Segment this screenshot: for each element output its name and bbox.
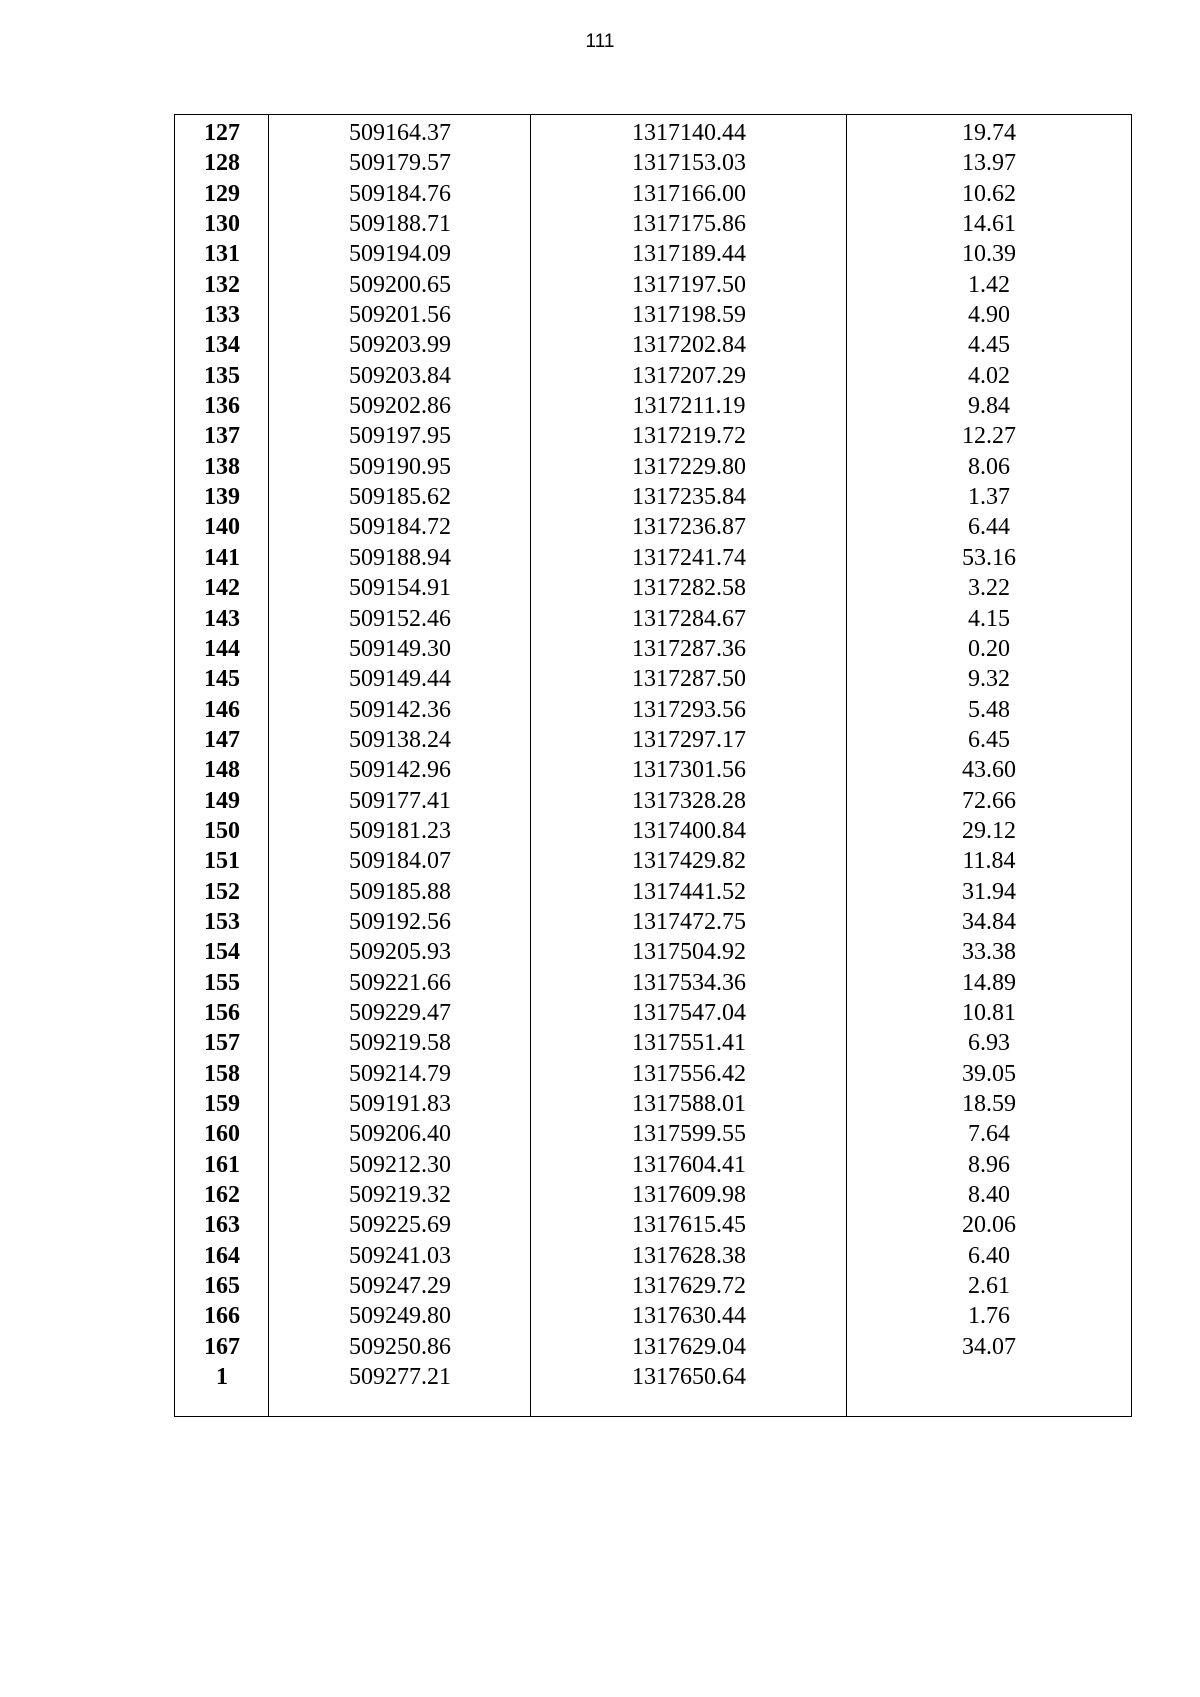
table-row [175,209,1131,239]
point-number-cell: 160 [204,1121,240,1148]
point-number-cell: 1 [216,1364,228,1391]
distance-cell: 2.61 [968,1273,1010,1300]
y-coordinate-cell: 1317400.84 [632,817,746,844]
table-row [175,1301,1131,1331]
x-coordinate-cell: 509188.94 [349,544,451,571]
table-row [175,1210,1131,1240]
y-coordinate-cell: 1317556.42 [632,1060,746,1087]
point-number-cell: 132 [204,271,240,298]
x-coordinate-cell: 509225.69 [349,1212,451,1239]
point-number-cell: 128 [204,150,240,177]
distance-cell: 13.97 [962,150,1016,177]
table-row [175,1362,1131,1392]
y-coordinate-cell: 1317198.59 [632,302,746,329]
y-coordinate-cell: 1317630.44 [632,1303,746,1330]
x-coordinate-cell: 509164.37 [349,120,451,146]
point-number-cell: 131 [204,241,240,268]
table-row [175,1119,1131,1149]
y-coordinate-cell: 1317472.75 [632,908,746,935]
y-coordinate-cell: 1317293.56 [632,696,746,723]
point-number-cell: 150 [204,817,240,844]
x-coordinate-cell: 509212.30 [349,1151,451,1178]
y-coordinate-cell: 1317628.38 [632,1242,746,1269]
x-coordinate-cell: 509250.86 [349,1333,451,1360]
distance-cell: 1.42 [968,271,1010,298]
distance-cell: 6.40 [968,1242,1010,1269]
x-coordinate-cell: 509184.76 [349,180,451,207]
distance-cell: 4.45 [968,332,1010,359]
y-coordinate-cell: 1317441.52 [632,878,746,905]
distance-cell: 14.61 [962,211,1016,238]
point-number-cell: 151 [204,848,240,875]
x-coordinate-cell: 509184.07 [349,848,451,875]
x-coordinate-cell: 509181.23 [349,817,451,844]
y-coordinate-cell: 1317551.41 [632,1030,746,1057]
x-coordinate-cell: 509203.99 [349,332,451,359]
table-row [175,148,1131,178]
x-coordinate-cell: 509202.86 [349,393,451,420]
distance-cell: 10.81 [962,999,1016,1026]
y-coordinate-cell: 1317211.19 [632,393,746,420]
distance-cell: 8.96 [968,1151,1010,1178]
y-coordinate-cell: 1317287.36 [632,635,746,662]
x-coordinate-cell: 509205.93 [349,939,451,966]
table-row [175,270,1131,300]
distance-cell: 14.89 [962,969,1016,996]
x-coordinate-cell: 509200.65 [349,271,451,298]
table-row [175,968,1131,998]
distance-cell: 43.60 [962,757,1016,784]
distance-cell: 18.59 [962,1091,1016,1117]
table-row [175,1241,1131,1271]
table-row [175,361,1131,391]
table-row [175,664,1131,694]
x-coordinate-cell: 509229.47 [349,999,451,1026]
y-coordinate-cell: 1317166.00 [632,180,746,207]
point-number-cell: 145 [204,666,240,693]
x-coordinate-cell: 509149.30 [349,635,451,662]
x-coordinate-cell: 509197.95 [349,423,451,450]
y-coordinate-cell: 1317241.74 [632,544,746,571]
distance-cell: 5.48 [968,696,1010,723]
x-coordinate-cell: 509185.88 [349,878,451,905]
y-coordinate-cell: 1317207.29 [632,362,746,389]
distance-cell: 3.22 [968,575,1010,602]
point-number-cell: 143 [204,605,240,632]
distance-cell: 1.76 [968,1303,1010,1330]
table-row [175,1059,1131,1089]
distance-cell: 9.84 [968,393,1010,420]
distance-cell: 20.06 [962,1212,1016,1239]
table-row [175,421,1131,451]
x-coordinate-cell: 509154.91 [349,575,451,602]
coordinates-table [174,114,1132,1417]
point-number-cell: 144 [204,635,240,662]
distance-cell: 8.40 [968,1182,1010,1209]
x-coordinate-cell: 509142.96 [349,757,451,784]
y-coordinate-cell: 1317197.50 [632,271,746,298]
table-row [175,998,1131,1028]
point-number-cell: 162 [204,1182,240,1209]
distance-cell: 31.94 [962,878,1016,905]
point-number-cell: 155 [204,969,240,996]
y-coordinate-cell: 1317153.03 [632,150,746,177]
point-number-cell: 133 [204,302,240,329]
y-coordinate-cell: 1317534.36 [632,969,746,996]
x-coordinate-cell: 509149.44 [349,666,451,693]
point-number-cell: 164 [204,1242,240,1269]
y-coordinate-cell: 1317588.01 [632,1091,746,1117]
y-coordinate-cell: 1317547.04 [632,999,746,1026]
point-number-cell: 140 [204,514,240,541]
x-coordinate-cell: 509219.32 [349,1182,451,1209]
table-row [175,573,1131,603]
x-coordinate-cell: 509191.83 [349,1091,451,1117]
table-row [175,1180,1131,1210]
y-coordinate-cell: 1317282.58 [632,575,746,602]
point-number-cell: 136 [204,393,240,420]
y-coordinate-cell: 1317219.72 [632,423,746,450]
point-number-cell: 157 [204,1030,240,1057]
y-coordinate-cell: 1317604.41 [632,1151,746,1178]
table-row [175,1089,1131,1119]
distance-cell [847,1362,1131,1392]
point-number-cell: 146 [204,696,240,723]
point-number-cell: 167 [204,1333,240,1360]
point-number-cell: 141 [204,544,240,571]
distance-cell: 39.05 [962,1060,1016,1087]
x-coordinate-cell: 509203.84 [349,362,451,389]
distance-cell: 6.44 [968,514,1010,541]
table-row [175,846,1131,876]
point-number-cell: 149 [204,787,240,814]
distance-cell: 34.84 [962,908,1016,935]
distance-cell: 4.90 [968,302,1010,329]
point-number-cell: 165 [204,1273,240,1300]
x-coordinate-cell: 509249.80 [349,1303,451,1330]
y-coordinate-cell: 1317609.98 [632,1182,746,1209]
distance-cell: 4.15 [968,605,1010,632]
x-coordinate-cell: 509192.56 [349,908,451,935]
distance-cell: 1.37 [968,484,1010,511]
x-coordinate-cell: 509188.71 [349,211,451,238]
point-number-cell: 147 [204,726,240,753]
y-coordinate-cell: 1317629.04 [632,1333,746,1360]
table-row [175,1150,1131,1180]
x-coordinate-cell: 509206.40 [349,1121,451,1148]
table-row [175,239,1131,269]
table-row [175,512,1131,542]
y-coordinate-cell: 1317429.82 [632,848,746,875]
table-row [175,118,1131,148]
point-number-cell: 130 [204,211,240,238]
x-coordinate-cell: 509277.21 [349,1364,451,1391]
distance-cell: 6.45 [968,726,1010,753]
y-coordinate-cell: 1317202.84 [632,332,746,359]
distance-cell: 72.66 [962,787,1016,814]
x-coordinate-cell: 509152.46 [349,605,451,632]
y-coordinate-cell: 1317140.44 [632,120,746,146]
page-number: 111 [585,31,615,52]
point-number-cell: 137 [204,423,240,450]
distance-cell: 29.12 [962,817,1016,844]
y-coordinate-cell: 1317504.92 [632,939,746,966]
table-row [175,604,1131,634]
table-rows [175,118,1131,1392]
distance-cell: 9.32 [968,666,1010,693]
table-row [175,634,1131,664]
point-number-cell: 129 [204,180,240,207]
point-number-cell: 153 [204,908,240,935]
table-row [175,695,1131,725]
table-row [175,1332,1131,1362]
table-row [175,482,1131,512]
point-number-cell: 134 [204,332,240,359]
y-coordinate-cell: 1317189.44 [632,241,746,268]
table-row [175,786,1131,816]
point-number-cell: 156 [204,999,240,1026]
point-number-cell: 154 [204,939,240,966]
distance-cell: 6.93 [968,1030,1010,1057]
table-row [175,755,1131,785]
y-coordinate-cell: 1317236.87 [632,514,746,541]
distance-cell: 19.74 [962,120,1016,146]
point-number-cell: 159 [204,1091,240,1117]
distance-cell: 12.27 [962,423,1016,450]
x-coordinate-cell: 509184.72 [349,514,451,541]
distance-cell: 10.39 [962,241,1016,268]
point-number-cell: 166 [204,1303,240,1330]
y-coordinate-cell: 1317287.50 [632,666,746,693]
x-coordinate-cell: 509190.95 [349,453,451,480]
distance-cell: 11.84 [962,848,1016,875]
point-number-cell: 161 [204,1151,240,1178]
x-coordinate-cell: 509201.56 [349,302,451,329]
x-coordinate-cell: 509221.66 [349,969,451,996]
point-number-cell: 135 [204,362,240,389]
distance-cell: 8.06 [968,453,1010,480]
point-number-cell: 139 [204,484,240,511]
distance-cell: 53.16 [962,544,1016,571]
x-coordinate-cell: 509219.58 [349,1030,451,1057]
y-coordinate-cell: 1317629.72 [632,1273,746,1300]
point-number-cell: 138 [204,453,240,480]
x-coordinate-cell: 509138.24 [349,726,451,753]
table-row [175,452,1131,482]
table-row [175,816,1131,846]
x-coordinate-cell: 509185.62 [349,484,451,511]
table-row [175,725,1131,755]
point-number-cell: 142 [204,575,240,602]
distance-cell: 33.38 [962,939,1016,966]
point-number-cell: 163 [204,1212,240,1239]
table-row [175,300,1131,330]
y-coordinate-cell: 1317297.17 [632,726,746,753]
distance-cell: 10.62 [962,180,1016,207]
distance-cell: 0.20 [968,635,1010,662]
x-coordinate-cell: 509177.41 [349,787,451,814]
y-coordinate-cell: 1317229.80 [632,453,746,480]
x-coordinate-cell: 509179.57 [349,150,451,177]
table-row [175,937,1131,967]
table-row [175,1028,1131,1058]
x-coordinate-cell: 509194.09 [349,241,451,268]
distance-cell: 34.07 [962,1333,1016,1360]
y-coordinate-cell: 1317650.64 [632,1364,746,1391]
y-coordinate-cell: 1317615.45 [632,1212,746,1239]
point-number-cell: 152 [204,878,240,905]
y-coordinate-cell: 1317328.28 [632,787,746,814]
distance-cell: 7.64 [968,1121,1010,1148]
table-row [175,330,1131,360]
x-coordinate-cell: 509247.29 [349,1273,451,1300]
x-coordinate-cell: 509241.03 [349,1242,451,1269]
y-coordinate-cell: 1317599.55 [632,1121,746,1148]
table-row [175,543,1131,573]
y-coordinate-cell: 1317175.86 [632,211,746,238]
point-number-cell: 158 [204,1060,240,1087]
point-number-cell: 127 [204,120,240,146]
y-coordinate-cell: 1317284.67 [632,605,746,632]
table-row [175,179,1131,209]
y-coordinate-cell: 1317235.84 [632,484,746,511]
x-coordinate-cell: 509142.36 [349,696,451,723]
table-row [175,907,1131,937]
distance-cell: 4.02 [968,362,1010,389]
y-coordinate-cell: 1317301.56 [632,757,746,784]
x-coordinate-cell: 509214.79 [349,1060,451,1087]
table-row [175,1271,1131,1301]
point-number-cell: 148 [204,757,240,784]
table-row [175,877,1131,907]
table-row [175,391,1131,421]
